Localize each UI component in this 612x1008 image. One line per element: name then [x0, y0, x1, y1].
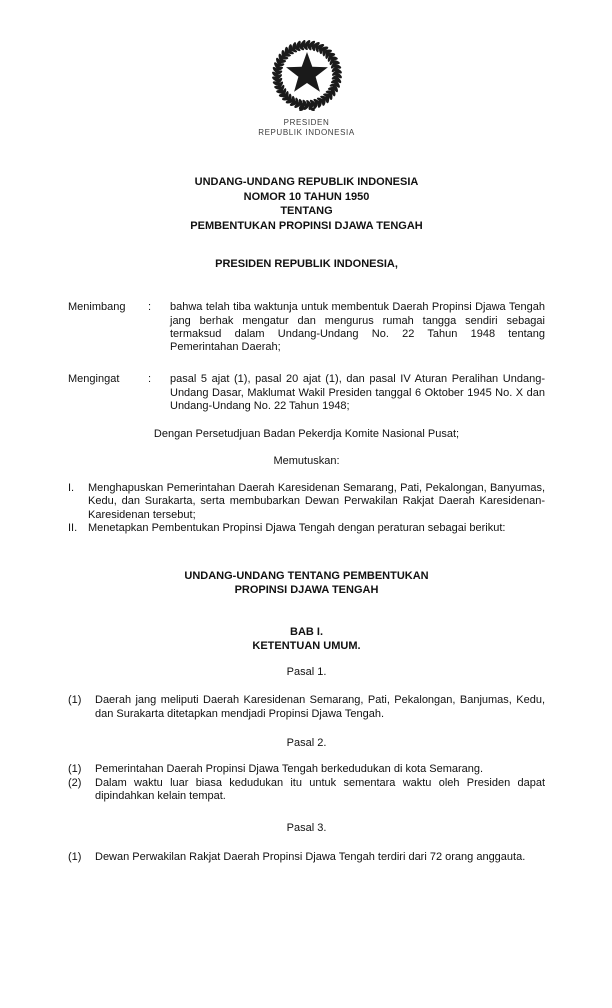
article-clauses	[68, 763, 545, 803]
clause-text: Dalam waktu luar biasa kedudukan itu untuk sementara waktu oleh Presiden dapat dipindahkan kelain tempat.	[95, 776, 545, 802]
approval-line: Dengan Persetudjuan Badan Pekerdja Komite Nasional Pusat;	[153, 428, 460, 441]
decision-item	[68, 522, 545, 535]
title-line-4: PEMBENTUKAN PROPINSI DJAWA TENGAH	[190, 219, 423, 232]
act-heading-line-1: UNDANG-UNDANG TENTANG PEMBENTUKAN	[184, 570, 429, 583]
consideration-colon: :	[148, 373, 152, 386]
chapter-line-1: BAB I.	[290, 626, 323, 639]
clause-item	[68, 777, 545, 804]
clause-text: Dewan Perwakilan Rakjat Daerah Propinsi Djawa Tengah terdiri dari 72 orang anggauta.	[95, 850, 526, 863]
article-heading: Pasal 1.	[286, 666, 327, 679]
clause-text: Pemerintahan Daerah Propinsi Djawa Tengah berkedudukan di kota Semarang.	[95, 763, 484, 776]
decision-item	[68, 482, 545, 522]
article-clauses	[68, 851, 545, 864]
letterhead-line-republik: REPUBLIK INDONESIA	[258, 128, 355, 137]
article-heading: Pasal 3.	[286, 822, 327, 835]
star-icon	[286, 52, 328, 92]
clause-item	[68, 851, 545, 864]
consideration-label: Mengingat	[68, 373, 120, 386]
consideration-text: pasal 5 ajat (1), pasal 20 ajat (1), dan pasal IV Aturan Peralihan Undang-Undang Dasar, Maklumat Wakil Presiden tanggal 6 Oktober 1945 No. X dan Undang-Undang No. 22 Tahun 1948;	[170, 373, 545, 413]
clause-number: (1)	[68, 850, 82, 863]
clause-text: Daerah jang meliputi Daerah Karesidenan Semarang, Pati, Pekalongan, Banjumas, Kedu, dan Surakarta ditetapkan mendjadi Propinsi Djawa Tengah.	[95, 694, 545, 720]
state-emblem-icon	[257, 30, 357, 118]
act-heading	[68, 569, 545, 597]
title-line-2: NOMOR 10 TAHUN 1950	[243, 190, 370, 203]
decides-heading: Memutuskan:	[273, 454, 340, 467]
clause-item	[68, 694, 545, 721]
chapter-heading	[68, 626, 545, 653]
consideration-row	[68, 301, 545, 354]
chapter-line-2: KETENTUAN UMUM.	[252, 639, 361, 652]
consideration-text: bahwa telah tiba waktunja untuk membentuk Daerah Propinsi Djawa Tengah jang berhak mengatur dan mengurus rumah tangga sendiri sebagai termaksud dalam Undang-Undang No. 22 Tahun 1948 tentang Pemerintahan Daerah;	[170, 301, 545, 354]
consideration-colon: :	[148, 301, 152, 314]
title-line-3: TENTANG	[280, 205, 333, 217]
clause-number: (1)	[68, 763, 82, 776]
consideration-label: Menimbang	[68, 301, 126, 314]
decision-number: II.	[68, 521, 78, 534]
letterhead	[68, 30, 545, 138]
clause-number: (1)	[68, 694, 82, 707]
decision-number: I.	[68, 481, 75, 494]
title-line-1: UNDANG-UNDANG REPUBLIK INDONESIA	[194, 176, 419, 188]
decision-text: Menetapkan Pembentukan Propinsi Djawa Tengah dengan peraturan sebagai berikut:	[88, 521, 506, 534]
clause-number: (2)	[68, 776, 82, 789]
considerations-section	[68, 301, 545, 413]
letterhead-line-presiden: PRESIDEN	[283, 118, 330, 127]
salutation: PRESIDEN REPUBLIK INDONESIA,	[215, 258, 398, 270]
article-clauses	[68, 694, 545, 721]
decision-list	[68, 482, 545, 535]
clause-item	[68, 763, 545, 776]
act-heading-line-2: PROPINSI DJAWA TENGAH	[234, 584, 379, 597]
consideration-row	[68, 373, 545, 413]
document-title	[68, 175, 545, 233]
decision-text: Menghapuskan Pemerintahan Daerah Karesidenan Semarang, Pati, Pekalongan, Banyumas, Kedu, dan Surakarta, serta membubarkan Dewan Perwakilan Rakjat Daerah Karesidenan-Karesidenan tersebut;	[88, 481, 545, 521]
article-heading: Pasal 2.	[286, 737, 327, 750]
